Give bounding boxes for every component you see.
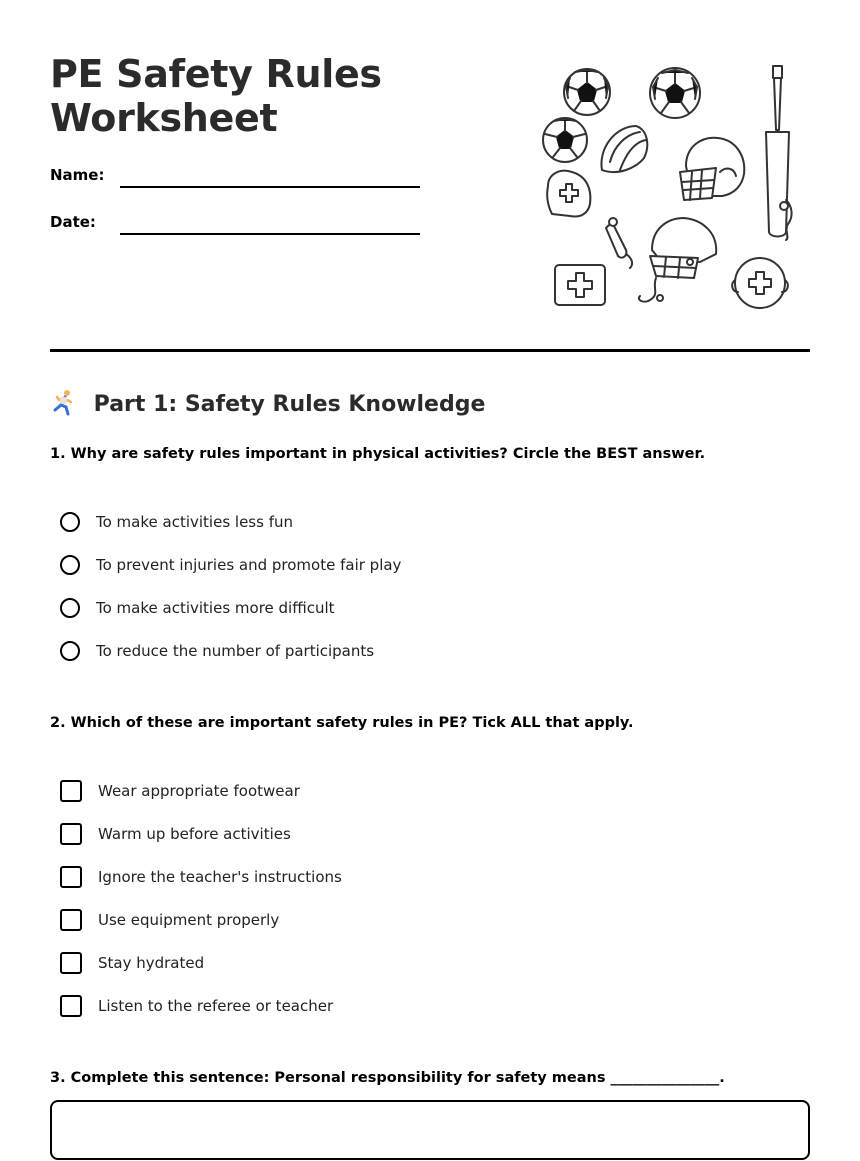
page-title — [50, 52, 382, 140]
q1-option-3[interactable] — [60, 596, 335, 620]
q2-option-label: Wear appropriate footwear — [98, 782, 300, 800]
q2-option-label: Warm up before activities — [98, 825, 291, 843]
soccer-ball-icon — [543, 118, 587, 162]
checkbox[interactable] — [60, 909, 82, 931]
whistle-icon — [606, 218, 632, 268]
running-person-icon — [50, 388, 78, 416]
checkbox[interactable] — [60, 952, 82, 974]
sports-equipment-illustration — [530, 58, 810, 318]
checkbox[interactable] — [60, 780, 82, 802]
soccer-ball-icon — [564, 69, 610, 115]
radio-circle[interactable] — [60, 512, 80, 532]
q1-option-1[interactable] — [60, 510, 293, 534]
radio-circle[interactable] — [60, 555, 80, 575]
cricket-helmet-icon — [639, 218, 716, 302]
q2-option-2[interactable] — [60, 822, 291, 846]
part1-title: Part 1: Safety Rules Knowledge — [93, 392, 486, 417]
q2-option-5[interactable] — [60, 951, 204, 975]
q2-option-label: Stay hydrated — [98, 954, 205, 972]
checkbox[interactable] — [60, 995, 82, 1017]
section-divider — [50, 349, 810, 352]
q2-option-label: Listen to the referee or teacher — [98, 997, 334, 1015]
checkbox[interactable] — [60, 823, 82, 845]
soccer-ball-icon — [650, 68, 700, 118]
radio-circle[interactable] — [60, 641, 80, 661]
mouthguard-icon — [547, 171, 590, 217]
cap-icon — [601, 126, 647, 172]
q2-option-6[interactable] — [60, 994, 333, 1018]
q1-option-4[interactable] — [60, 639, 374, 663]
q1-option-2[interactable] — [60, 553, 401, 577]
radio-circle[interactable] — [60, 598, 80, 618]
part1-heading — [50, 388, 485, 421]
first-aid-kit-icon — [555, 265, 605, 305]
q1-option-label: To prevent injuries and promote fair play — [96, 556, 402, 574]
question-2: 2. Which of these are important safety rules in PE? Tick ALL that apply. — [50, 715, 634, 731]
cricket-helmet-icon — [680, 138, 744, 200]
title-line-2: Worksheet — [50, 96, 278, 140]
q2-option-label: Ignore the teacher's instructions — [98, 868, 342, 886]
q2-option-4[interactable] — [60, 908, 279, 932]
q2-option-1[interactable] — [60, 779, 300, 803]
q3-answer-box[interactable] — [50, 1100, 810, 1160]
q1-option-label: To reduce the number of participants — [96, 642, 375, 660]
cricket-bat-icon — [766, 66, 792, 240]
q1-option-label: To make activities less fun — [96, 513, 293, 531]
q2-option-3[interactable] — [60, 865, 342, 889]
question-1: 1. Why are safety rules important in physical activities? Circle the BEST answer. — [50, 446, 706, 462]
protective-pad-icon — [732, 258, 788, 308]
question-3: 3. Complete this sentence: Personal responsibility for safety means _______________. — [50, 1070, 725, 1086]
q1-option-label: To make activities more difficult — [96, 599, 335, 617]
checkbox[interactable] — [60, 866, 82, 888]
name-field-line[interactable] — [120, 186, 420, 188]
title-line-1: PE Safety Rules — [50, 52, 382, 96]
date-label: Date: — [50, 213, 96, 231]
name-label: Name: — [50, 166, 105, 184]
date-field-line[interactable] — [120, 233, 420, 235]
q2-option-label: Use equipment properly — [98, 911, 280, 929]
